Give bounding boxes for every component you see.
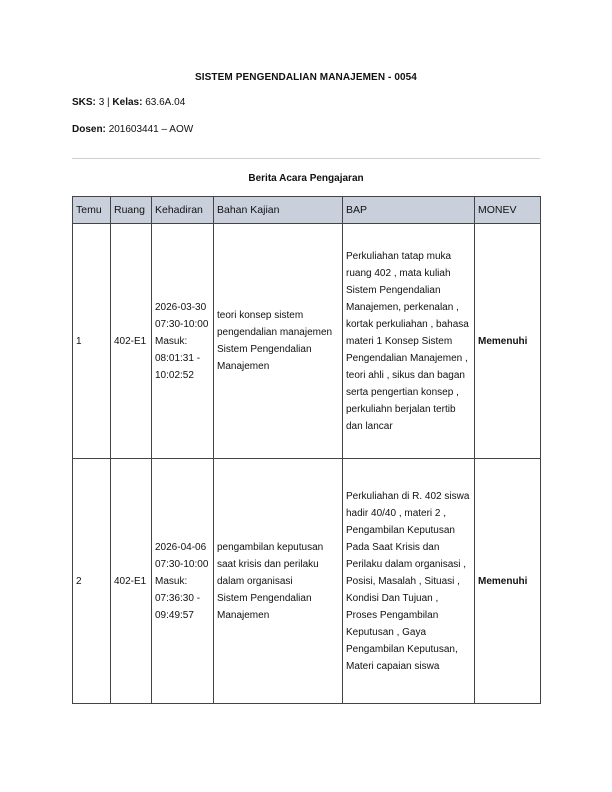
header-kehadiran: Kehadiran xyxy=(152,197,214,224)
info-separator: | xyxy=(107,97,110,108)
kelas-label: Kelas: xyxy=(112,97,143,108)
bahan-kajian-mata-kuliah: Sistem Pengendalian Manajemen xyxy=(217,592,312,621)
cell-monev: Memenuhi xyxy=(475,459,541,704)
cell-kehadiran xyxy=(152,459,214,704)
cell-temu: 2 xyxy=(73,459,111,704)
cell-kehadiran xyxy=(152,224,214,459)
header-bahan-kajian: Bahan Kajian xyxy=(214,197,343,224)
kehadiran-jadwal: 2026-04-06 07:30-10:00 xyxy=(155,541,209,570)
sks-label: SKS: xyxy=(72,97,96,108)
course-info-line xyxy=(72,97,185,108)
dosen-value: 201603441 – AOW xyxy=(108,124,194,135)
header-bap: BAP xyxy=(343,197,475,224)
document-title: SISTEM PENGENDALIAN MANAJEMEN - 0054 xyxy=(195,72,417,83)
section-divider xyxy=(72,158,540,159)
lecturer-info-line xyxy=(72,124,193,135)
dosen-label: Dosen: xyxy=(72,124,106,135)
cell-bap: Perkuliahan tatap muka ruang 402 , mata kuliah Sistem Pengendalian Manajemen, perkenalan , kortak perkuliahan , bahasa materi 1 Konsep Sistem Pengendalian Manajemen , teori ahli , sikus dan bagan serta pengertian konsep , perkuliahn berjalan tertib dan lancar xyxy=(343,224,475,459)
sks-value: 3 xyxy=(98,97,105,108)
kehadiran-masuk: Masuk: 07:36:30 - 09:49:57 xyxy=(155,575,201,621)
table-row xyxy=(73,224,541,459)
header-ruang: Ruang xyxy=(111,197,152,224)
cell-temu: 1 xyxy=(73,224,111,459)
bahan-kajian-topik: pengambilan keputusan saat krisis dan perilaku dalam organisasi xyxy=(217,541,324,587)
cell-bap: Perkuliahan di R. 402 siswa hadir 40/40 , materi 2 , Pengambilan Keputusan Pada Saat Krisis dan Perilaku dalam organisasi , Posisi, Masalah , Situasi , Kondisi Dan Tujuan , Proses Pengambilan Keputusan , Gaya Pengambilan Keputusan, Materi capaian siswa xyxy=(343,459,475,704)
bahan-kajian-topik: teori konsep sistem pengendalian manajemen xyxy=(217,310,333,338)
header-monev: MONEV xyxy=(475,197,541,224)
cell-ruang: 402-E1 xyxy=(111,459,152,704)
teaching-report-table xyxy=(72,196,541,704)
cell-bahan-kajian xyxy=(214,459,343,704)
section-title: Berita Acara Pengajaran xyxy=(248,173,364,184)
bahan-kajian-mata-kuliah: Sistem Pengendalian Manajemen xyxy=(217,344,312,372)
table-header-row xyxy=(73,197,541,224)
kehadiran-jadwal: 2026-03-30 07:30-10:00 xyxy=(155,301,209,330)
kehadiran-masuk: Masuk: 08:01:31 - 10:02:52 xyxy=(155,335,201,381)
kelas-value: 63.6A.04 xyxy=(145,97,186,108)
table-row xyxy=(73,459,541,704)
header-temu: Temu xyxy=(73,197,111,224)
cell-monev: Memenuhi xyxy=(475,224,541,459)
cell-bahan-kajian xyxy=(214,224,343,459)
cell-ruang: 402-E1 xyxy=(111,224,152,459)
